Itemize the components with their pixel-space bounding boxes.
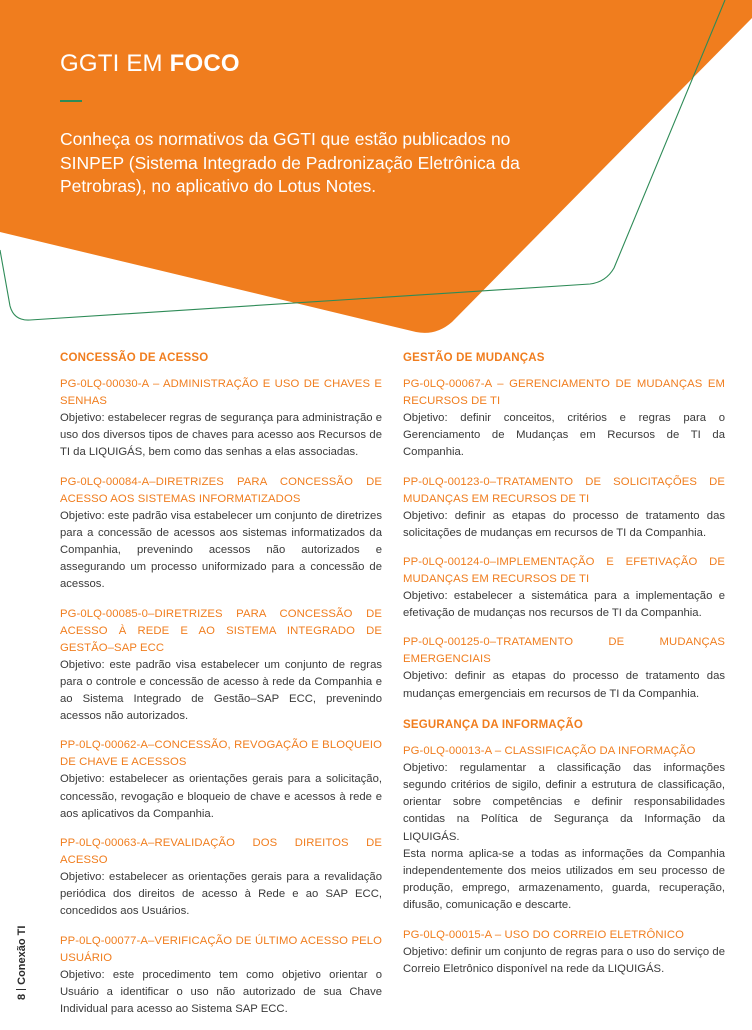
norm-code: PP-0LQ-00125-0–TRATAMENTO DE MUDANÇAS EMERGENCIAIS bbox=[403, 636, 725, 666]
norm-entry bbox=[60, 474, 382, 594]
norm-description: Objetivo: este padrão visa estabelecer um conjunto de diretrizes para a concessão de acessos aos sistemas informatizados da Companhia, prevenindo acessos não autorizados e assegurando um processo uniformizado para a concessão de acessos. bbox=[60, 509, 382, 591]
norm-code: PG-0LQ-00067-A – GERENCIAMENTO DE MUDANÇAS EM RECURSOS DE TI bbox=[403, 378, 725, 407]
norm-description: Objetivo: regulamentar a classificação das informações segundo critérios de sigilo, definir a estrutura de classificação, orientar sobre competências e definir responsabilidades contidas na Política de Segurança da Informação da LIQUIGÁS. Esta norma aplica-se a todas as informações da Companhia independentemente dos meios utilizados em seu processo de produção, emprego, armazenamento, guarda, recuperação, difusão, comunicação e descarte. bbox=[403, 761, 725, 912]
norm-description: Objetivo: estabelecer regras de segurança para administração e uso dos diversos tipos de chaves para acesso aos Recursos de TI da LIQUIGÁS, bem como das senhas a elas associadas. bbox=[60, 412, 382, 459]
right-column bbox=[403, 352, 725, 990]
norm-entry bbox=[60, 737, 382, 823]
norm-code: PP-0LQ-00124-0–IMPLEMENTAÇÃO E EFETIVAÇÃO DE MUDANÇAS EM RECURSOS DE TI bbox=[403, 556, 725, 586]
section-heading: GESTÃO DE MUDANÇAS bbox=[403, 352, 545, 364]
norm-code: PP-0LQ-00062-A–CONCESSÃO, REVOGAÇÃO E BLOQUEIO DE CHAVE E ACESSOS bbox=[60, 739, 382, 769]
norm-description: Objetivo: estabelecer as orientações gerais para a revalidação periódica dos direitos de acesso à Rede e ao SAP ECC, concedidos aos Usuários. bbox=[60, 871, 382, 918]
norm-code: PP-0LQ-00123-0–TRATAMENTO DE SOLICITAÇÕES DE MUDANÇAS EM RECURSOS DE TI bbox=[403, 475, 725, 505]
section-heading: SEGURANÇA DA INFORMAÇÃO bbox=[403, 718, 584, 731]
norm-entry bbox=[403, 554, 725, 622]
section-heading: CONCESSÃO DE ACESSO bbox=[60, 352, 209, 364]
norm-description: Objetivo: definir as etapas do processo de tratamento das mudanças emergenciais em recursos de TI da Companhia. bbox=[403, 670, 725, 700]
norm-code: PG-0LQ-00015-A – USO DO CORREIO ELETRÔNICO bbox=[403, 928, 685, 941]
publication-name: Conexão TI bbox=[16, 925, 28, 985]
norm-description: Objetivo: este padrão visa estabelecer um conjunto de regras para o controle e concessão de acesso à rede da Companhia e ao Sistema Integrado de Gestão–SAP ECC, prevenindo acessos não autorizados. bbox=[60, 658, 382, 723]
footer-divider bbox=[16, 989, 26, 990]
norm-description: Objetivo: estabelecer as orientações gerais para a solicitação, concessão, revogação e bloqueio de chave e acessos à rede e aos aplicativos da Companhia. bbox=[60, 773, 382, 820]
norm-code: PG-0LQ-00085-0–DIRETRIZES PARA CONCESSÃO DE ACESSO À REDE E AO SISTEMA INTEGRADO DE GESTÃO–SAP ECC bbox=[60, 607, 382, 654]
page-number: 8 bbox=[16, 993, 28, 1000]
norm-code: PP-0LQ-00063-A–REVALIDAÇÃO DOS DIREITOS DE ACESSO bbox=[60, 837, 382, 867]
norm-description: Objetivo: definir um conjunto de regras para o uso do serviço de Correio Eletrônico disponível na rede da LIQUIGÁS. bbox=[403, 945, 725, 975]
norm-code: PG-0LQ-00013-A – CLASSIFICAÇÃO DA INFORMAÇÃO bbox=[403, 744, 696, 757]
norm-entry bbox=[403, 474, 725, 542]
norm-description: Objetivo: definir conceitos, critérios e regras para o Gerenciamento de Mudanças em Recursos de TI da Companhia. bbox=[403, 412, 725, 459]
norm-entry bbox=[403, 927, 725, 978]
norm-entry bbox=[60, 933, 382, 1019]
intro-text: Conheça os normativos da GGTI que estão publicados no SINPEP (Sistema Integrado de Padronização Eletrônica da Petrobras), no aplicativo do Lotus Notes. bbox=[60, 129, 520, 196]
left-column bbox=[60, 352, 382, 1030]
norm-code: PG-0LQ-00084-A–DIRETRIZES PARA CONCESSÃO DE ACESSO AOS SISTEMAS INFORMATIZADOS bbox=[60, 475, 382, 505]
norm-entry bbox=[403, 743, 725, 915]
page-title bbox=[60, 50, 240, 78]
norm-description: Objetivo: estabelecer a sistemática para a implementação e efetivação de mudanças nos recursos de TI da Companhia. bbox=[403, 590, 725, 620]
norm-entry bbox=[403, 634, 725, 702]
norm-entry bbox=[60, 376, 382, 462]
norm-code: PG-0LQ-00030-A – ADMINISTRAÇÃO E USO DE CHAVES E SENHAS bbox=[60, 378, 382, 407]
page-title-regular: GGTI EM bbox=[60, 50, 170, 77]
title-underline bbox=[60, 100, 82, 102]
norm-entry bbox=[60, 835, 382, 921]
page-footer bbox=[16, 926, 28, 1000]
page-title-bold: FOCO bbox=[169, 50, 240, 77]
norm-code: PP-0LQ-00077-A–VERIFICAÇÃO DE ÚLTIMO ACESSO PELO USUÁRIO bbox=[60, 934, 382, 964]
norm-entry bbox=[403, 376, 725, 462]
norm-description: Objetivo: definir as etapas do processo de tratamento das solicitações de mudanças em recursos de TI da Companhia. bbox=[403, 509, 725, 539]
norm-description: Objetivo: este procedimento tem como objetivo orientar o Usuário a identificar o uso não autorizado de sua Chave Individual para acesso ao Sistema SAP ECC. bbox=[60, 968, 382, 1016]
norm-entry bbox=[60, 606, 382, 726]
